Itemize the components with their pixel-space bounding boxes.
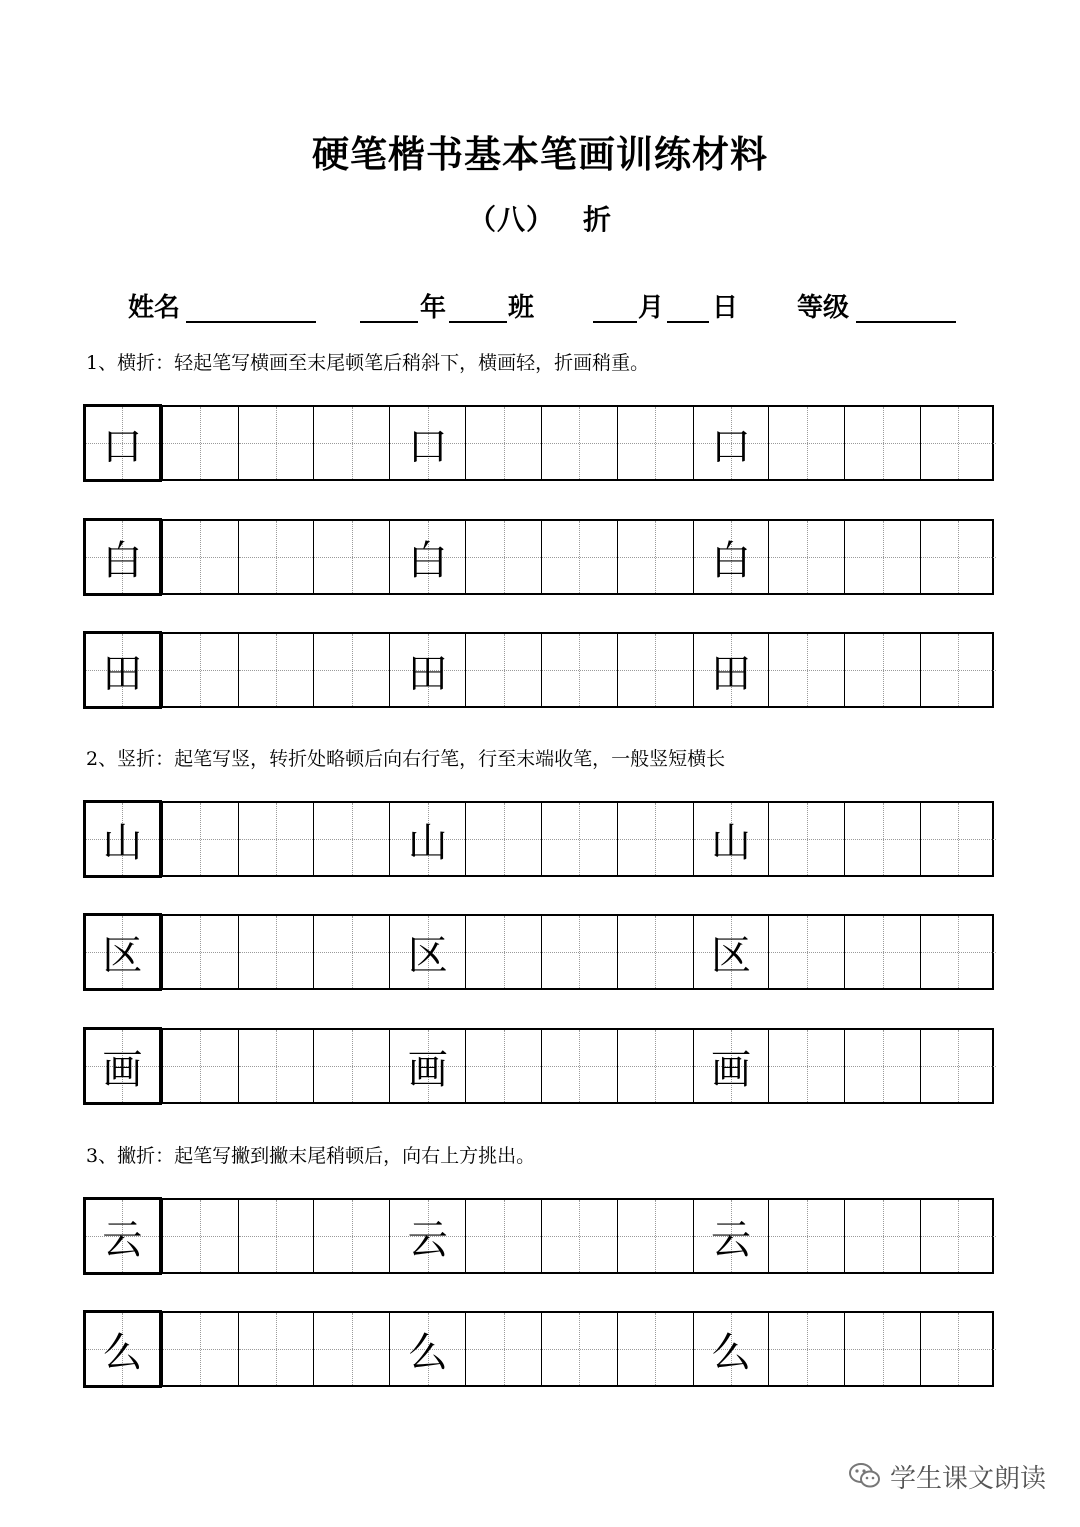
writing-cell[interactable] [768,803,844,875]
practice-row [84,1028,994,1104]
model-character: 云 [711,1216,751,1263]
model-cell [693,521,769,593]
writing-cell[interactable] [465,1030,541,1102]
writing-cell[interactable] [768,916,844,988]
writing-cell[interactable] [768,1200,844,1272]
writing-cell[interactable] [465,407,541,479]
writing-cell[interactable] [162,803,238,875]
page-subtitle [0,200,1080,240]
section-instruction: 1、横折：轻起笔写横画至末尾顿笔后稍斜下，横画轻，折画稍重。 [86,352,650,374]
writing-cell[interactable] [920,1030,996,1102]
model-character: 山 [711,819,751,866]
model-cell [389,1030,465,1102]
model-character: 么 [102,1329,143,1376]
writing-cell[interactable] [844,407,920,479]
writing-cell[interactable] [768,521,844,593]
writing-cell[interactable] [162,407,238,479]
model-character: 口 [711,423,751,470]
writing-cell[interactable] [238,916,314,988]
model-character: 区 [711,932,751,979]
writing-cell[interactable] [313,1200,389,1272]
model-cell [693,407,769,479]
model-cell [693,1200,769,1272]
model-cell [83,1197,162,1275]
model-character: 田 [102,650,143,697]
writing-cell[interactable] [844,1030,920,1102]
practice-row [84,632,994,708]
page-title: 硬笔楷书基本笔画训练材料 [312,133,768,176]
writing-cell[interactable] [313,1313,389,1385]
day-blank[interactable] [667,286,709,323]
model-character: 画 [711,1046,751,1093]
wechat-icon [848,1461,882,1491]
writing-cell[interactable] [238,407,314,479]
model-cell [389,1313,465,1385]
writing-cell[interactable] [920,803,996,875]
writing-cell[interactable] [162,634,238,706]
model-cell [389,916,465,988]
month-blank[interactable] [593,286,637,323]
model-cell [693,1313,769,1385]
subtitle-number: （八） [467,203,555,236]
writing-cell[interactable] [920,916,996,988]
writing-cell[interactable] [844,803,920,875]
writing-cell[interactable] [768,634,844,706]
writing-cell[interactable] [238,803,314,875]
watermark-text: 学生课文朗读 [889,1463,1046,1494]
writing-cell[interactable] [844,1313,920,1385]
model-cell [83,518,162,596]
writing-cell[interactable] [238,521,314,593]
writing-cell[interactable] [617,407,693,479]
model-cell [83,1027,162,1105]
writing-cell[interactable] [541,407,617,479]
model-cell [83,404,162,482]
writing-cell[interactable] [162,1030,238,1102]
model-cell [693,916,769,988]
writing-cell[interactable] [541,916,617,988]
writing-cell[interactable] [238,1313,314,1385]
writing-cell[interactable] [238,1030,314,1102]
writing-cell[interactable] [465,1313,541,1385]
model-cell [693,1030,769,1102]
model-cell [83,913,162,991]
writing-cell[interactable] [541,803,617,875]
writing-cell[interactable] [313,916,389,988]
writing-cell[interactable] [768,1313,844,1385]
writing-cell[interactable] [920,634,996,706]
model-character: 云 [407,1216,448,1263]
model-character: 云 [102,1216,143,1263]
writing-cell[interactable] [617,521,693,593]
model-character: 区 [407,932,448,979]
writing-cell[interactable] [920,1313,996,1385]
writing-cell[interactable] [541,1030,617,1102]
writing-cell[interactable] [162,521,238,593]
writing-cell[interactable] [541,1200,617,1272]
model-cell [389,521,465,593]
day-label: 日 [712,293,739,323]
model-character: 白 [102,537,143,584]
model-character: 田 [711,650,751,697]
model-character: 白 [407,537,448,584]
model-cell [83,631,162,709]
writing-cell[interactable] [768,407,844,479]
writing-cell[interactable] [162,1313,238,1385]
writing-cell[interactable] [844,521,920,593]
name-blank[interactable] [186,286,316,323]
writing-cell[interactable] [541,521,617,593]
practice-row [84,914,994,990]
class-blank[interactable] [449,286,507,323]
section-instruction: 2、竖折：起笔写竖，转折处略顿后向右行笔，行至末端收笔，一般竖短横长 [86,748,726,770]
model-character: 白 [711,537,751,584]
writing-cell[interactable] [617,803,693,875]
model-character: 口 [102,423,143,470]
watermark [848,1456,1046,1496]
model-character: 么 [711,1329,751,1376]
model-cell [389,803,465,875]
year-blank[interactable] [360,286,418,323]
writing-cell[interactable] [617,916,693,988]
writing-cell[interactable] [162,916,238,988]
writing-cell[interactable] [617,1313,693,1385]
writing-cell[interactable] [617,634,693,706]
writing-cell[interactable] [162,1200,238,1272]
section-instruction: 3、撇折：起笔写撇到撇末尾稍顿后，向右上方挑出。 [86,1145,536,1167]
writing-cell[interactable] [465,803,541,875]
writing-cell[interactable] [541,1313,617,1385]
grade-blank[interactable] [856,286,956,323]
writing-cell[interactable] [313,407,389,479]
writing-cell[interactable] [617,1030,693,1102]
writing-cell[interactable] [920,1200,996,1272]
writing-cell[interactable] [920,407,996,479]
model-cell [389,1200,465,1272]
practice-row [84,1311,994,1387]
name-label: 姓名 [128,293,181,323]
model-cell [83,800,162,878]
model-character: 田 [407,650,448,697]
subtitle-stroke: 折 [583,203,613,236]
writing-cell[interactable] [465,634,541,706]
year-label: 年 [420,293,447,323]
writing-cell[interactable] [844,1200,920,1272]
student-info-line [0,286,1080,332]
writing-cell[interactable] [313,1030,389,1102]
model-cell [693,803,769,875]
practice-row [84,801,994,877]
writing-cell[interactable] [920,521,996,593]
model-cell [389,634,465,706]
writing-cell[interactable] [844,916,920,988]
writing-cell[interactable] [768,1030,844,1102]
writing-cell[interactable] [465,916,541,988]
model-cell [693,634,769,706]
model-cell [83,1310,162,1388]
writing-cell[interactable] [313,521,389,593]
practice-row [84,519,994,595]
class-label: 班 [508,293,535,323]
writing-cell[interactable] [313,803,389,875]
model-cell [389,407,465,479]
model-character: 区 [102,932,143,979]
writing-cell[interactable] [313,634,389,706]
model-character: 么 [407,1329,448,1376]
writing-cell[interactable] [465,1200,541,1272]
practice-row [84,1198,994,1274]
practice-row [84,405,994,481]
model-character: 山 [407,819,448,866]
model-character: 画 [407,1046,448,1093]
model-character: 山 [102,819,143,866]
model-character: 口 [407,423,448,470]
model-character: 画 [102,1046,143,1093]
grade-label: 等级 [797,293,850,323]
writing-cell[interactable] [238,634,314,706]
writing-cell[interactable] [844,634,920,706]
writing-cell[interactable] [465,521,541,593]
writing-cell[interactable] [238,1200,314,1272]
writing-cell[interactable] [541,634,617,706]
month-label: 月 [638,293,665,323]
writing-cell[interactable] [617,1200,693,1272]
